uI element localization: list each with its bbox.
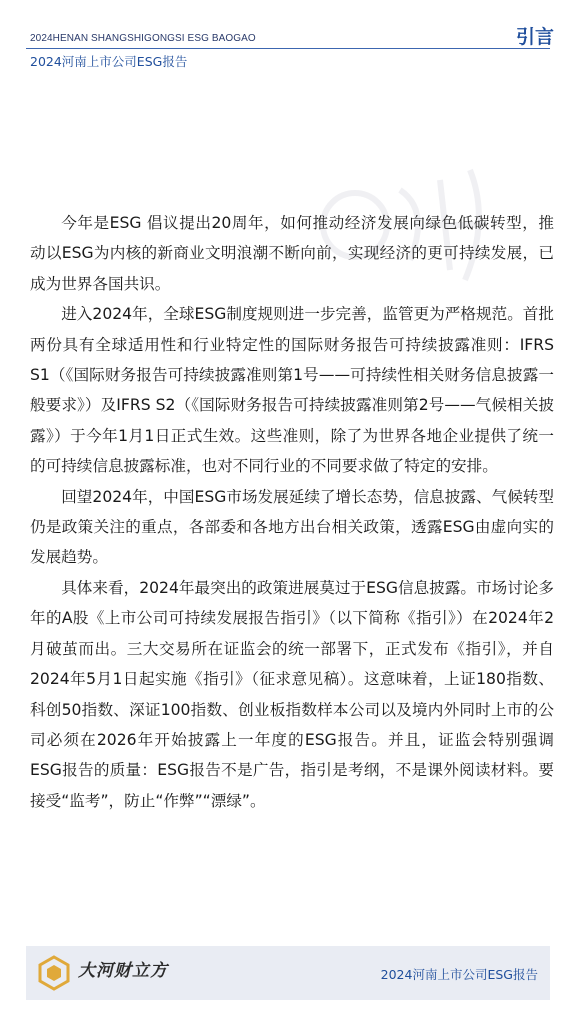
paragraph: 进入2024年，全球ESG制度规则进一步完善，监管更为严格规范。首批两份具有全球适用性和行业特定性的国际财务报告可持续披露准则：IFRS S1（《国际财务报告可持续披露准则第1号——可持续性相关财务信息披露一般要求》）及IFRS S2（《国际财务报告可持续披露准则第2号——气候相关披露》）于今年1月1日正式生效。这些准则，除了为世界各地企业提供了统一的可持续信息披露标准，也对不同行业的不同要求做了特定的安排。 [30,305,554,476]
header-divider [26,48,550,49]
paragraph: 今年是ESG 倡议提出20周年，如何推动经济发展向绿色低碳转型，推动以ESG为内核的新商业文明浪潮不断向前，实现经济的更可持续发展，已成为世界各国共识。 [30,214,554,293]
paragraph: 具体来看，2024年最突出的政策进展莫过于ESG信息披露。市场讨论多年的A股《上市公司可持续发展报告指引》（以下简称《指引》）在2024年2月破茧而出。三大交易所在证监会的统一部署下，正式发布《指引》，并自2024年5月1日起实施《指引》（征求意见稿）。这意味着，上证180指数、科创50指数、深证100指数、创业板指数样本公司以及境内外同时上市的公司必须在2026年开始披露上一年度的ESG报告。并且，证监会特别强调ESG报告的质量：ESG报告不是广告，指引是考纲，不是课外阅读材料。要接受“监考”，防止“作弊”“漂绿”。 [30,578,554,810]
brand-logo-icon [36,955,72,991]
footer-band [26,946,550,1000]
header-subtitle: 2024河南上市公司ESG报告 [30,54,188,69]
header-english-title: 2024HENAN SHANGSHIGONGSI ESG BAOGAO [30,33,256,44]
footer-report-title: 2024河南上市公司ESG报告 [380,967,538,982]
paragraph: 回望2024年，中国ESG市场发展延续了增长态势，信息披露、气候转型仍是政策关注的重点，各部委和各地方出台相关政策，透露ESG由虚向实的发展趋势。 [30,487,554,567]
footer-brand: 大河财立方 [78,961,168,981]
article-body [30,208,554,816]
section-title: 引言 [515,26,554,48]
